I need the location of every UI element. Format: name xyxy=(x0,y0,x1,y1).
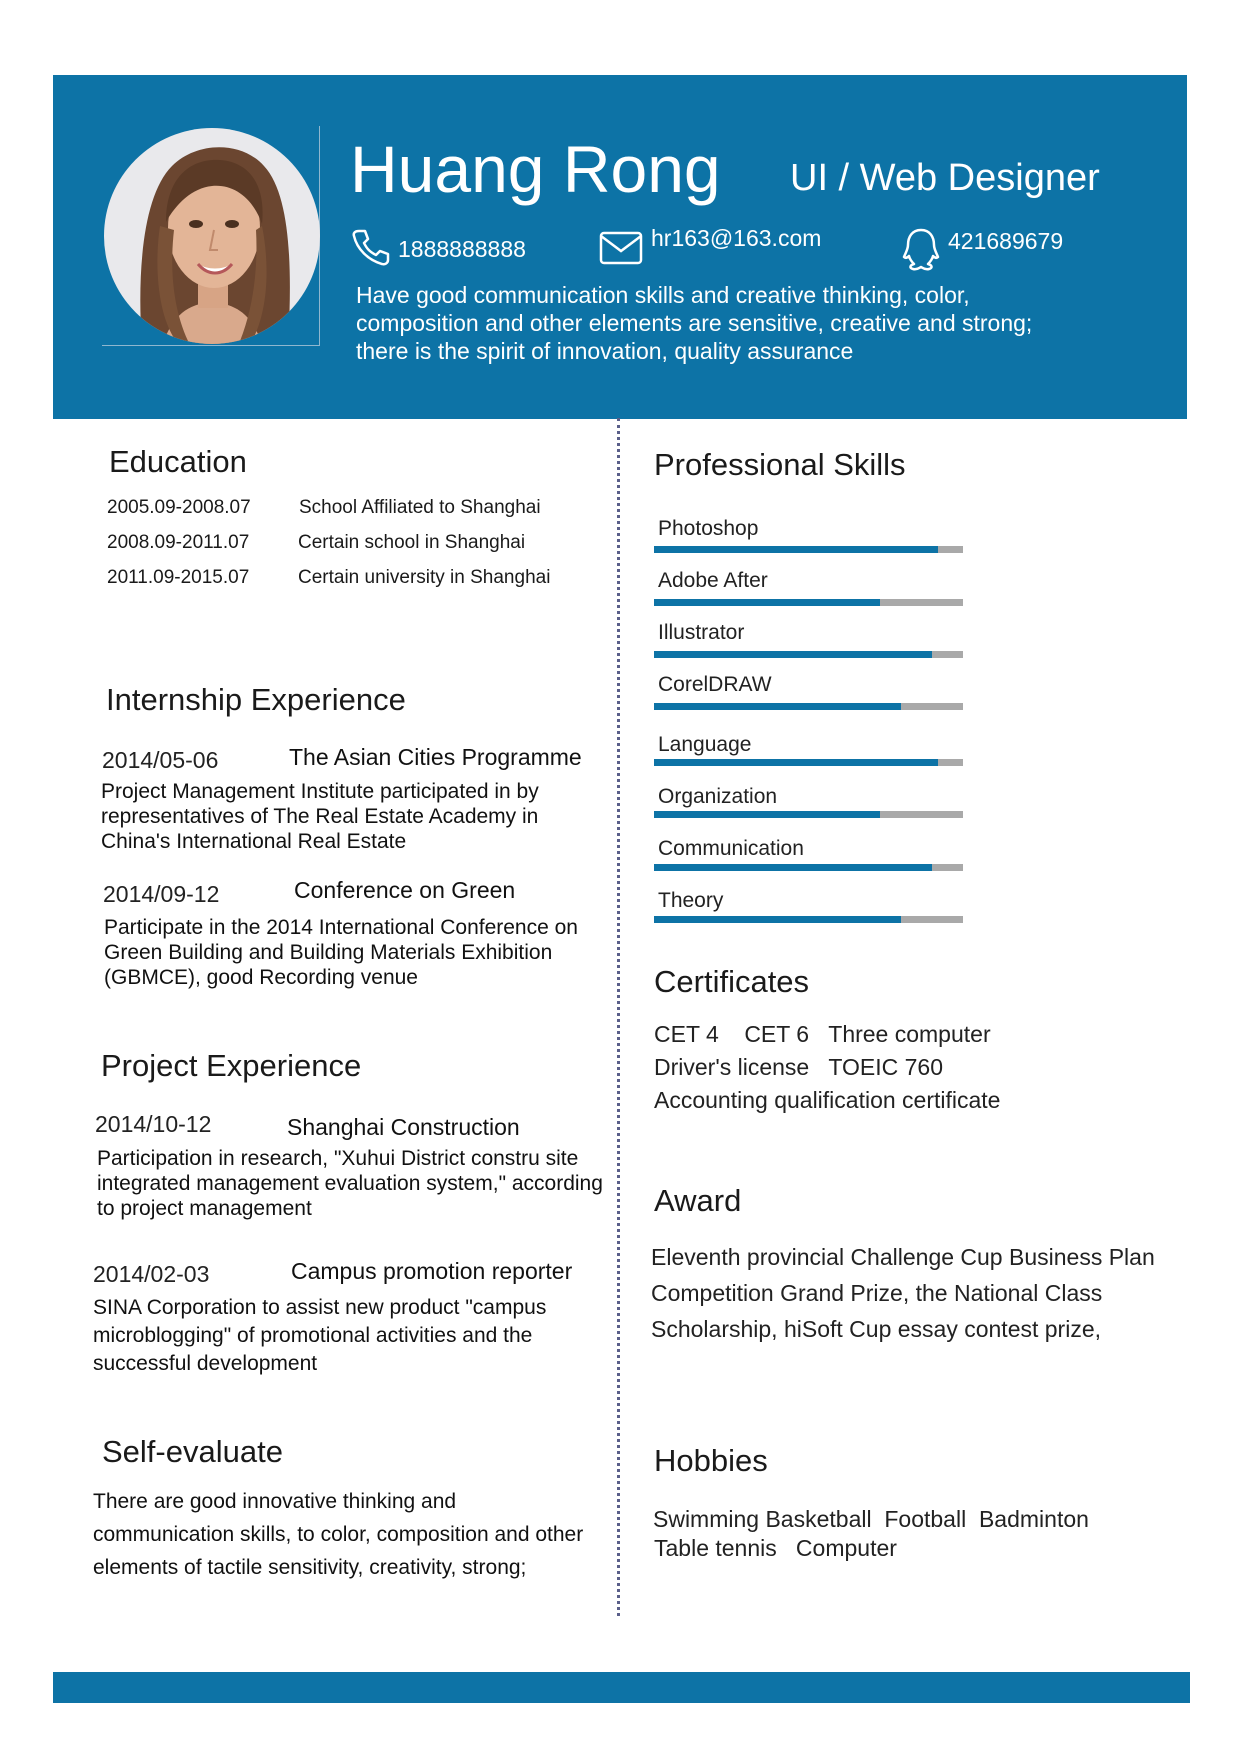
hobbies-heading: Hobbies xyxy=(654,1443,768,1478)
project-title: Campus promotion reporter xyxy=(291,1258,573,1284)
project-description: Participation in research, "Xuhui District constru site integrated management evaluation system," according to project management xyxy=(97,1147,603,1220)
skill-bar xyxy=(654,546,963,553)
education-period: 2008.09-2011.07 xyxy=(107,532,250,553)
skill-bar xyxy=(654,651,963,658)
education-school: Certain university in Shanghai xyxy=(298,567,551,588)
profile-photo xyxy=(102,126,322,346)
profile-summary: Have good communication skills and creative thinking, color, composition and other elements are sensitive, creative and strong; there is the spirit of innovation, quality assurance xyxy=(356,282,1033,364)
phone-icon xyxy=(350,227,390,267)
skill-bar xyxy=(654,864,963,871)
skill-bar-fill xyxy=(654,811,880,818)
internship-heading: Internship Experience xyxy=(106,682,406,717)
skill-bar xyxy=(654,703,963,710)
skill-bar-fill xyxy=(654,599,880,606)
project-date: 2014/02-03 xyxy=(93,1261,210,1287)
internship-date: 2014/09-12 xyxy=(103,881,220,907)
skill-bar-fill xyxy=(654,864,932,871)
skill-bar-fill xyxy=(654,759,938,766)
footer-bar xyxy=(53,1672,1190,1703)
project-heading: Project Experience xyxy=(101,1048,362,1083)
skill-bar-fill xyxy=(654,546,938,553)
skills-heading: Professional Skills xyxy=(654,447,906,482)
skill-bar xyxy=(654,759,963,766)
project-date: 2014/10-12 xyxy=(95,1111,212,1137)
skill-label: Language xyxy=(658,733,752,756)
certificates-line: CET 4 CET 6 Three computer xyxy=(654,1021,991,1047)
candidate-name: Huang Rong xyxy=(350,132,721,206)
project-title: Shanghai Construction xyxy=(287,1114,520,1140)
skill-label: Organization xyxy=(658,785,778,808)
internship-title: The Asian Cities Programme xyxy=(289,744,582,770)
skill-label: CorelDRAW xyxy=(658,673,772,696)
skill-label: Theory xyxy=(658,889,724,912)
hobbies-line: Swimming Basketball Football Badminton xyxy=(653,1506,1089,1532)
qq-icon xyxy=(900,227,942,271)
skill-bar xyxy=(654,599,963,606)
skill-label: Illustrator xyxy=(658,621,745,644)
project-description: SINA Corporation to assist new product "campus microblogging" of promotional activities and the successful development xyxy=(93,1296,547,1375)
skill-label: Adobe After xyxy=(658,569,768,592)
skill-bar-fill xyxy=(654,651,932,658)
skill-bar xyxy=(654,916,963,923)
internship-description: Project Management Institute participated in by representatives of The Real Estate Academy in China's International Real Estate xyxy=(101,780,539,853)
skill-label: Communication xyxy=(658,837,804,860)
certificates-heading: Certificates xyxy=(654,964,810,999)
column-divider xyxy=(617,418,620,1616)
skill-bar xyxy=(654,811,963,818)
education-school: School Affiliated to Shanghai xyxy=(299,497,541,518)
education-period: 2011.09-2015.07 xyxy=(107,567,250,588)
internship-description: Participate in the 2014 International Conference on Green Building and Building Materials Exhibition (GBMCE), good Recording venue xyxy=(104,916,578,989)
self-evaluate-heading: Self-evaluate xyxy=(102,1434,283,1469)
self-evaluate-text: There are good innovative thinking and communication skills, to color, composition and other elements of tactile sensitivity, creativity, strong; xyxy=(93,1490,584,1579)
award-heading: Award xyxy=(654,1183,742,1218)
certificates-line: Driver's license TOEIC 760 xyxy=(654,1054,944,1080)
certificates-line: Accounting qualification certificate xyxy=(654,1087,1001,1113)
education-school: Certain school in Shanghai xyxy=(298,532,526,553)
award-text: Eleventh provincial Challenge Cup Business Plan Competition Grand Prize, the National Class Scholarship, hiSoft Cup essay contest prize, xyxy=(651,1244,1155,1342)
internship-title: Conference on Green xyxy=(294,877,516,903)
education-heading: Education xyxy=(109,444,247,479)
skill-label: Photoshop xyxy=(658,517,759,540)
skill-bar-fill xyxy=(654,703,901,710)
hobbies-line: Table tennis Computer xyxy=(654,1535,897,1561)
skill-bar-fill xyxy=(654,916,901,923)
mail-icon xyxy=(598,228,644,268)
email-address: hr163@163.com xyxy=(651,225,822,251)
phone-number: 1888888888 xyxy=(398,236,526,262)
internship-date: 2014/05-06 xyxy=(102,747,219,773)
qq-number: 421689679 xyxy=(948,228,1064,254)
job-title: UI / Web Designer xyxy=(790,157,1100,199)
education-period: 2005.09-2008.07 xyxy=(107,497,251,518)
